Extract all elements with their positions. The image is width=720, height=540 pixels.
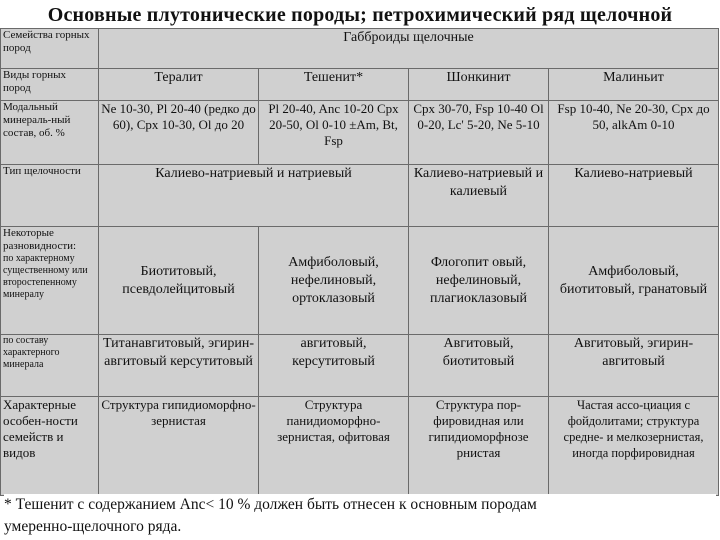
modal-cell: Cpx 30-70, Fsp 10-40 Ol 0-20, Lc' 5-20, Ne 5-10 — [409, 101, 549, 165]
footnote-line: умеренно-щелочного ряда. — [4, 518, 182, 535]
feature-cell: Структура панидиоморфно-зернистая, офитовая — [259, 397, 409, 496]
variety-cell: Амфиболовый, биотитовый, гранатовый — [549, 227, 719, 335]
page-title: Основные плутонические породы; петрохимический ряд щелочной — [47, 4, 673, 26]
modal-cell: Pl 20-40, Anc 10-20 Cpx 20-50, Ol 0-10 ±Am, Bt, Fsp — [259, 101, 409, 165]
variety-cell: Биотитовый, псевдолейцитовый — [99, 227, 259, 335]
species-cell: Шонкинит — [409, 69, 549, 101]
alkalinity-cell: Калиево-натриевый — [549, 165, 719, 227]
alkalinity-label: Тип щелочности — [1, 165, 99, 227]
footnote-line: * Тешенит с содержанием Anc< 10 % должен быть отнесен к основным породам — [4, 496, 537, 513]
features-label: Характерные особен-ности семейств и видов — [1, 397, 99, 496]
footnote — [4, 494, 716, 538]
species-cell: Тералит — [99, 69, 259, 101]
species-cell: Тешенит* — [259, 69, 409, 101]
variety-cell: Амфиболовый, нефелиновый, ортоклазовый — [259, 227, 409, 335]
varieties-label: Некоторые разновидности: по характерному существенному или второстепенному минералу — [1, 227, 99, 335]
variety-cell: Флогопит овый, нефелиновый, плагиоклазовый — [409, 227, 549, 335]
alkalinity-cell: Калиево-натриевый и натриевый — [99, 165, 409, 227]
feature-cell: Структура гипидиоморфно-зернистая — [99, 397, 259, 496]
composition-cell: Титанавгитовый, эгирин-авгитовый керсутитовый — [99, 335, 259, 397]
species-label: Виды горных пород — [1, 69, 99, 101]
composition-cell: Авгитовый, эгирин-авгитовый — [549, 335, 719, 397]
modal-cell: Fsp 10-40, Ne 20-30, Cpx до 50, alkAm 0-10 — [549, 101, 719, 165]
family-value: Габброиды щелочные — [99, 29, 719, 69]
species-cell: Малиньит — [549, 69, 719, 101]
feature-cell: Частая ассо-циация с фойдолитами; структура средне- и мелкозернистая, иногда порфировидная — [549, 397, 719, 496]
family-label: Семейства горных пород — [1, 29, 99, 69]
composition-cell: Авгитовый, биотитовый — [409, 335, 549, 397]
composition-cell: авгитовый, керсутитовый — [259, 335, 409, 397]
rock-table — [0, 28, 719, 496]
feature-cell: Структура пор-фировидная или гипидиоморфнозе рнистая — [409, 397, 549, 496]
modal-cell: Ne 10-30, Pl 20-40 (редко до 60), Cpx 10-30, Ol до 20 — [99, 101, 259, 165]
composition-label: по составу характерного минерала — [1, 335, 99, 397]
alkalinity-cell: Калиево-натриевый и калиевый — [409, 165, 549, 227]
modal-label: Модальный минераль-ный состав, об. % — [1, 101, 99, 165]
